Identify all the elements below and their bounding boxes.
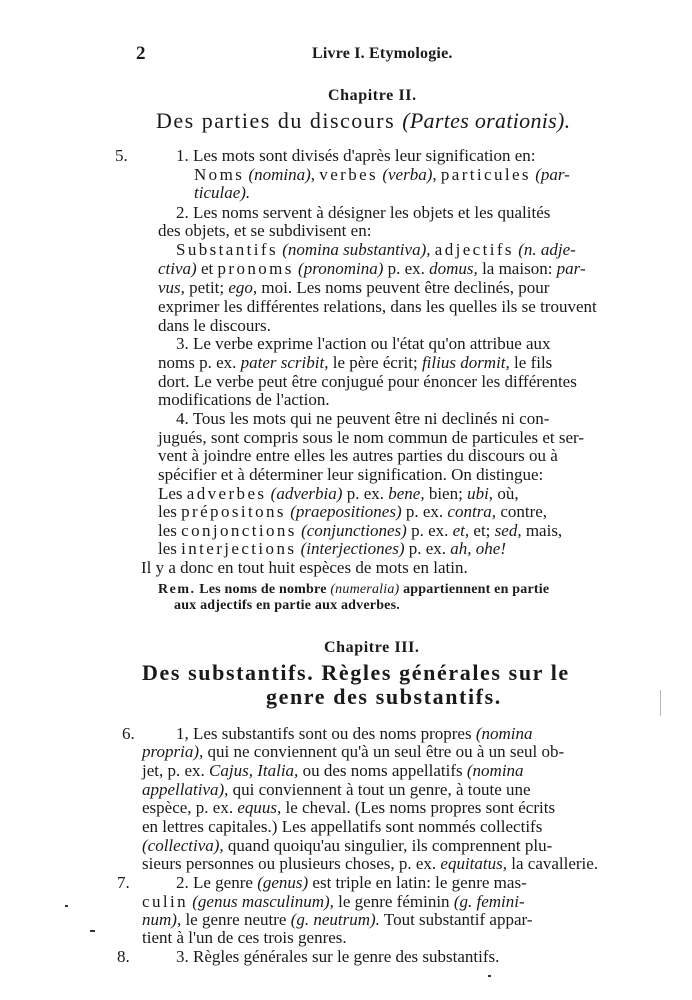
paragraph-4-line-1: 4. Tous les mots qui ne peuvent être ni declinés ni con-: [176, 409, 550, 428]
paragraph-4-line-4: spécifier et à déterminer leur signification. On distingue:: [158, 465, 544, 484]
section-1-line-3: jet, p. ex. Cajus, Italia, ou des noms appellatifs (nomina: [142, 761, 524, 780]
chapter-2-title-latin: (Partes orationis).: [402, 108, 571, 133]
remark-line-1: Rem. Les noms de nombre (numeralia) appartiennent en partie: [158, 582, 550, 597]
paragraph-1-line-3: ticulae).: [194, 183, 251, 202]
paragraph-2-line-4: ctiva) et pronoms (pronomina) p. ex. domus, la maison: par-: [158, 259, 586, 278]
section-3-line-1: 3. Règles générales sur le genre des substantifs.: [176, 947, 500, 966]
section-2-line-4: tient à l'un de ces trois genres.: [142, 928, 347, 947]
margin-number-5: 5.: [115, 146, 128, 165]
section-1-line-6: en lettres capitales.) Les appellatifs sont nommés collectifs: [142, 817, 543, 836]
running-head: Livre I. Etymologie.: [312, 45, 453, 62]
particle-list-item: Les adverbes (adverbia) p. ex. bene, bien; ubi, où,: [158, 484, 519, 503]
section-1-line-2: propria), qui ne conviennent qu'à un seul être ou à un seul ob-: [142, 742, 565, 761]
scan-mark: [660, 690, 661, 716]
chapter-2-title-fr: Des parties du discours: [156, 108, 396, 133]
remark-line-2: aux adjectifs en partie aux adverbes.: [174, 598, 400, 613]
paragraph-3-line-4: modifications de l'action.: [158, 390, 330, 409]
chapter-2-label: Chapitre II.: [328, 87, 417, 104]
section-1-line-7: (collectiva), quand quoiqu'au singulier, ils comprennent plu-: [142, 836, 553, 855]
particle-list-item: les conjonctions (conjunctiones) p. ex. et, et; sed, mais,: [158, 521, 563, 540]
page-number: 2: [136, 43, 146, 64]
scan-mark: [488, 975, 491, 977]
conclusion-line: Il y a donc en tout huit espèces de mots en latin.: [141, 558, 468, 577]
chapter-2-title: [156, 108, 570, 134]
chapter-3-title-line-2: genre des substantifs.: [266, 684, 502, 709]
particle-list-item: les prépositons (praepositiones) p. ex. contra, contre,: [158, 502, 548, 521]
section-1-line-8: sieurs personnes ou plusieurs choses, p. ex. equitatus, la cavallerie.: [142, 854, 599, 873]
scan-mark: [90, 930, 95, 932]
paragraph-3-line-2: noms p. ex. pater scribit, le père écrit; filius dormit, le fils: [158, 353, 553, 372]
margin-number-6: 6.: [122, 724, 135, 743]
paragraph-2-line-5: vus, petit; ego, moi. Les noms peuvent être declinés, pour: [158, 278, 550, 297]
paragraph-3-line-3: dort. Le verbe peut être conjugué pour énoncer les différentes: [158, 372, 577, 391]
margin-number-7: 7.: [117, 873, 130, 892]
paragraph-2-line-7: dans le discours.: [158, 316, 271, 335]
paragraph-4-line-2: jugués, sont compris sous le nom commun de particules et ser-: [158, 428, 584, 447]
section-2-line-1: 2. Le genre (genus) est triple en latin: le genre mas-: [176, 873, 527, 892]
section-1-line-1: 1, Les substantifs sont ou des noms propres (nomina: [176, 724, 533, 743]
section-1-line-5: espèce, p. ex. equus, le cheval. (Les noms propres sont écrits: [142, 798, 556, 817]
paragraph-4-line-3: vent à joindre entre elles les autres parties du discours ou à: [158, 446, 558, 465]
chapter-3-title-line-1: Des substantifs. Règles générales sur le: [142, 660, 570, 685]
paragraph-2-line-6: exprimer les différentes relations, dans les quelles ils se trouvent: [158, 297, 597, 316]
margin-number-8: 8.: [117, 947, 130, 966]
paragraph-2-line-1: 2. Les noms servent à désigner les objets et les qualités: [176, 203, 551, 222]
paragraph-1-line-1: 1. Les mots sont divisés d'après leur signification en:: [176, 146, 536, 165]
paragraph-1-line-2: Noms (nomina), verbes (verba), particules (par-: [194, 165, 570, 184]
paragraph-2-line-3: Substantifs (nomina substantiva), adjectifs (n. adje-: [176, 240, 576, 259]
scan-mark: [65, 905, 68, 907]
particle-list-item: les interjections (interjectiones) p. ex. ah, ohe!: [158, 539, 506, 558]
paragraph-2-line-2: des objets, et se subdivisent en:: [158, 221, 372, 240]
section-1-line-4: appellativa), qui conviennent à tout un genre, à toute une: [142, 780, 531, 799]
chapter-3-label: Chapitre III.: [324, 639, 420, 656]
section-2-line-2: culin (genus masculinum), le genre féminin (g. femini-: [142, 892, 525, 911]
section-2-line-3: num), le genre neutre (g. neutrum). Tout substantif appar-: [142, 910, 533, 929]
paragraph-3-line-1: 3. Le verbe exprime l'action ou l'état qu'on attribue aux: [176, 334, 551, 353]
